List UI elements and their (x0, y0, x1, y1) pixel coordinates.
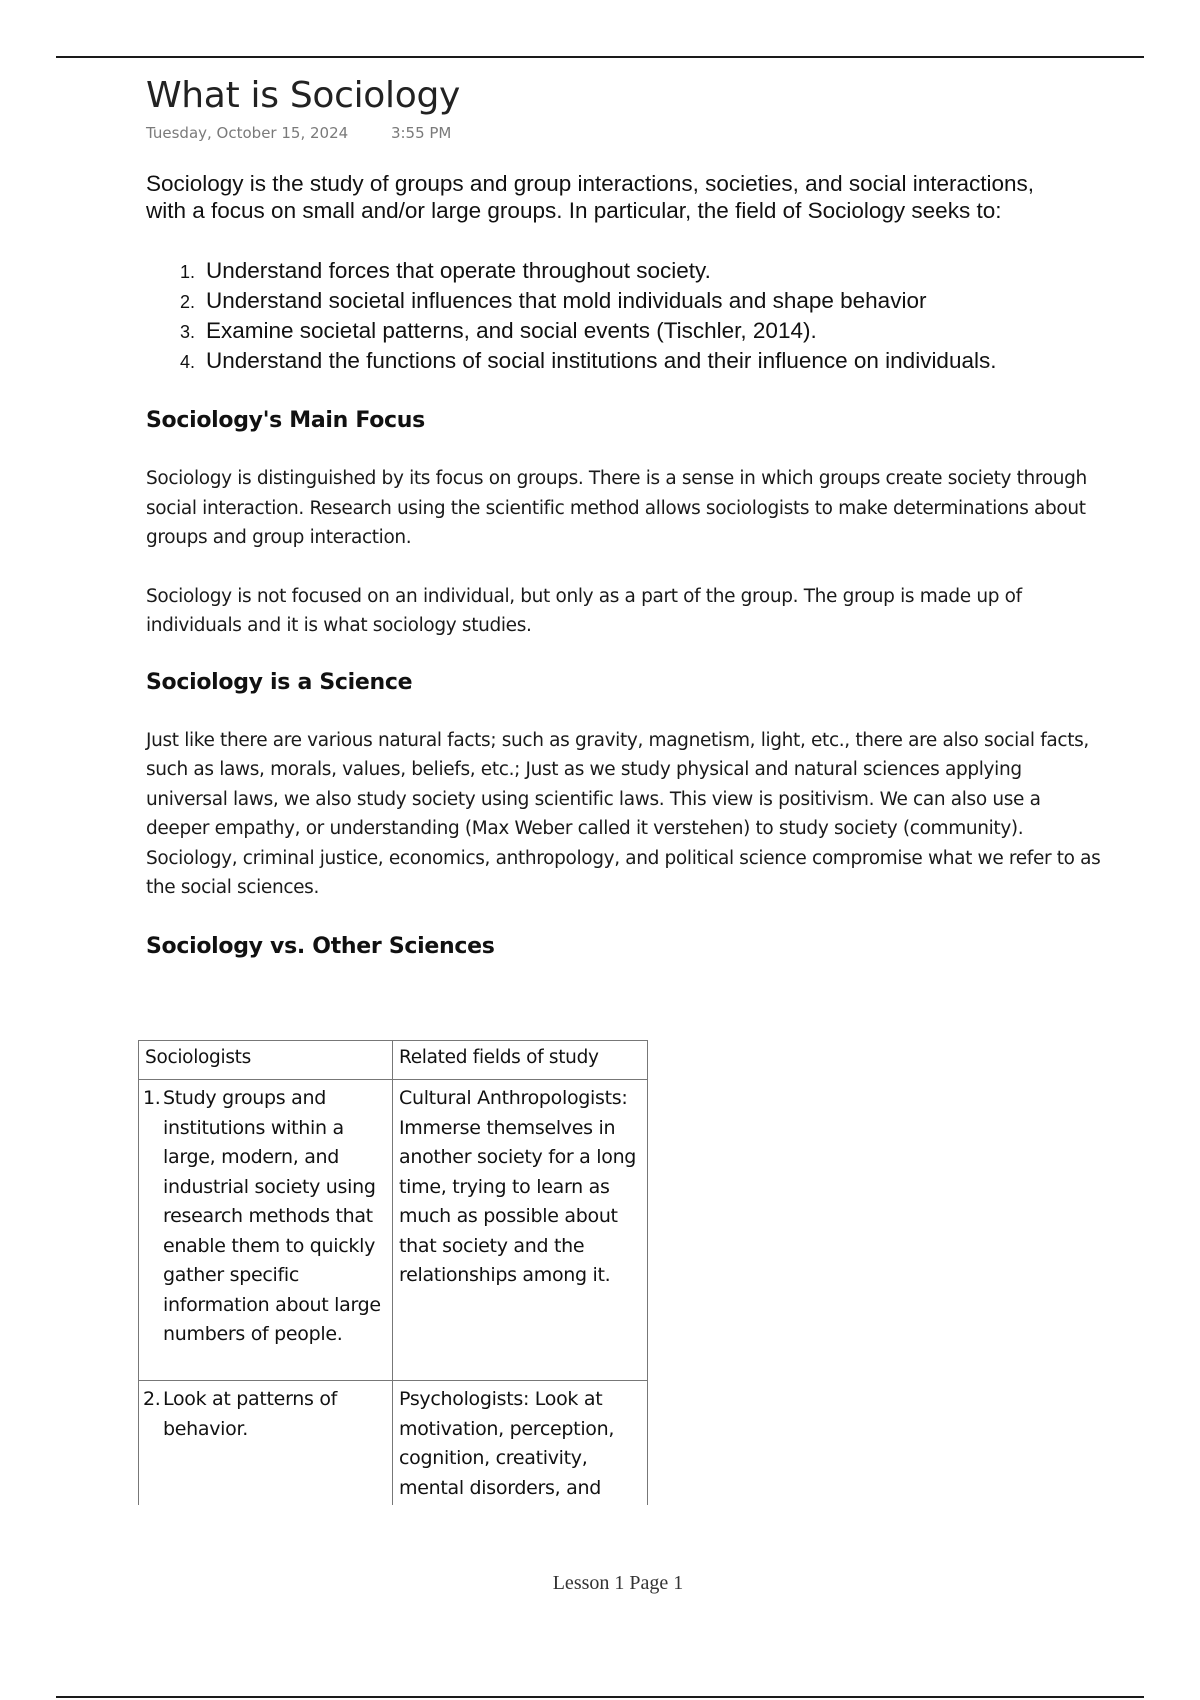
bottom-rule (56, 1696, 1144, 1698)
table-cell-sociologists (139, 1381, 393, 1506)
top-rule (56, 56, 1144, 58)
sociologists-text: Look at patterns of behavior. (163, 1388, 338, 1440)
goals-list (146, 256, 1106, 376)
table-row (139, 1080, 648, 1381)
page-date: Tuesday, October 15, 2024 (146, 124, 349, 142)
main-focus-paragraph-1: Sociology is distinguished by its focus on groups. There is a sense in which groups create society through social interaction. Research using the scientific method allows sociologists to make determinations about groups and group interaction. (146, 468, 1087, 548)
table-cell-sociologists (139, 1080, 393, 1381)
table-row (139, 1381, 648, 1506)
sociologists-text: Study groups and institutions within a large, modern, and industrial society using research methods that enable them to quickly gather specific information about large numbers of people. (163, 1087, 381, 1345)
page-time: 3:55 PM (390, 124, 452, 142)
list-item: 2. Understand societal influences that mold individuals and shape behavior (200, 286, 1106, 316)
main-focus-paragraph-2: Sociology is not focused on an individual, but only as a part of the group. The group is made up of individuals and it is what sociology studies. (146, 585, 1022, 636)
section-heading-main-focus: Sociology's Main Focus (146, 408, 425, 433)
page-title: What is Sociology (146, 75, 461, 116)
row-number: 1. (143, 1087, 161, 1109)
table-header-row (139, 1041, 648, 1080)
section-heading-science: Sociology is a Science (146, 669, 413, 695)
table-header-sociologists: Sociologists (139, 1041, 393, 1080)
table-cell-related: Psychologists: Look at motivation, perception, cognition, creativity, mental disorders, and (393, 1381, 648, 1506)
intro-paragraph: Sociology is the study of groups and group interactions, societies, and social interactions, with a focus on small and/or large groups. In particular, the field of Sociology seeks to: (146, 171, 1035, 223)
page-content (146, 72, 1106, 962)
list-item: 4. Understand the functions of social institutions and their influence on individuals. (200, 346, 1106, 376)
science-paragraph: Just like there are various natural facts; such as gravity, magnetism, light, etc., there are also social facts, such as laws, morals, values, beliefs, etc.; Just as we study physical and natural sciences applying universal laws, we also study society using scientific laws. This view is positivism. We can also use a deeper empathy, or understanding (Max Weber called it verstehen) to study society (community). Sociology, criminal justice, economics, anthropology, and political science compromise what we refer to as the social sciences. (146, 729, 1101, 898)
list-item: 3. Examine societal patterns, and social events (Tischler, 2014). (200, 316, 1106, 346)
table-cell-related: Cultural Anthropologists: Immerse themselves in another society for a long time, trying to learn as much as possible about that society and the relationships among it. (393, 1080, 648, 1381)
table-header-related-fields: Related fields of study (393, 1041, 648, 1080)
page-footer: Lesson 1 Page 1 (552, 1572, 684, 1594)
list-item: 1. Understand forces that operate throughout society. (200, 256, 1106, 286)
comparison-table (138, 1040, 648, 1505)
row-number: 2. (143, 1388, 161, 1410)
page-timestamp (146, 124, 1106, 142)
section-heading-other-sciences: Sociology vs. Other Sciences (146, 933, 495, 959)
